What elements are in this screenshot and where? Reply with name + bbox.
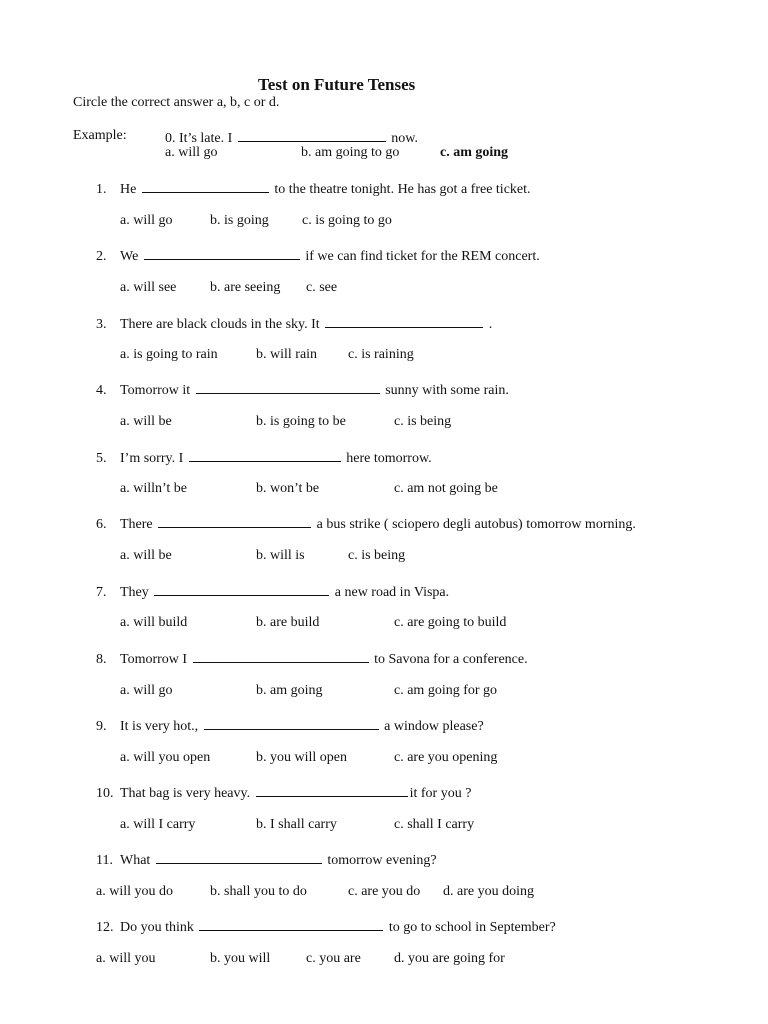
answer-blank[interactable] — [154, 583, 329, 596]
option-c[interactable]: c. are going to build — [394, 615, 507, 630]
question-number: 10. — [96, 786, 114, 801]
question-number: 8. — [96, 652, 107, 667]
question-before: He — [120, 182, 137, 197]
question-6 — [96, 515, 636, 532]
option-a[interactable]: a. is going to rain — [120, 347, 218, 362]
option-c[interactable]: c. is going to go — [302, 213, 392, 228]
option-a[interactable]: a. will I carry — [120, 817, 196, 832]
question-after: to Savona for a conference. — [374, 652, 528, 667]
instruction-text: Circle the correct answer a, b, c or d. — [73, 95, 280, 110]
example-option-b: b. am going to go — [301, 145, 400, 160]
question-before: There are black clouds in the sky. It — [120, 317, 320, 332]
question-number: 3. — [96, 317, 107, 332]
question-number: 9. — [96, 719, 107, 734]
question-4 — [96, 381, 509, 398]
option-b[interactable]: b. are build — [256, 615, 320, 630]
answer-blank[interactable] — [193, 650, 369, 663]
example-blank[interactable] — [238, 129, 386, 142]
option-d[interactable]: d. you are going for — [394, 951, 505, 966]
answer-blank[interactable] — [204, 717, 379, 730]
option-c[interactable]: c. you are — [306, 951, 361, 966]
option-a[interactable]: a. will go — [120, 213, 173, 228]
question-after: a window please? — [384, 719, 484, 734]
option-a[interactable]: a. will build — [120, 615, 188, 630]
question-after: to go to school in September? — [388, 920, 556, 935]
option-b[interactable]: b. you will — [210, 951, 271, 966]
question-5 — [96, 449, 432, 466]
question-number: 5. — [96, 451, 107, 466]
option-a[interactable]: a. will you do — [96, 884, 173, 899]
question-number: 7. — [96, 585, 107, 600]
option-b[interactable]: b. shall you to do — [210, 884, 307, 899]
page-title: Test on Future Tenses — [258, 75, 416, 94]
example-before: It’s late. I — [179, 131, 233, 146]
option-b[interactable]: b. am going — [256, 683, 323, 698]
question-1 — [96, 180, 531, 197]
answer-blank[interactable] — [325, 315, 483, 328]
question-before: They — [120, 585, 149, 600]
question-before: Tomorrow it — [120, 383, 191, 398]
answer-blank[interactable] — [142, 180, 269, 193]
question-before: What — [120, 853, 151, 868]
answer-blank[interactable] — [189, 449, 341, 462]
option-a[interactable]: a. will go — [120, 683, 173, 698]
answer-blank[interactable] — [156, 851, 322, 864]
question-before: Tomorrow I — [120, 652, 188, 667]
option-b[interactable]: b. is going — [210, 213, 269, 228]
option-c[interactable]: c. shall I carry — [394, 817, 475, 832]
question-12 — [96, 918, 556, 935]
question-after: it for you ? — [409, 786, 472, 801]
option-c[interactable]: c. are you opening — [394, 750, 498, 765]
example-label: Example: — [73, 128, 127, 143]
question-after: a new road in Vispa. — [334, 585, 450, 600]
question-9 — [96, 717, 484, 734]
question-3 — [96, 315, 492, 332]
answer-blank[interactable] — [199, 918, 383, 931]
option-c[interactable]: c. am not going be — [394, 481, 498, 496]
answer-blank[interactable] — [196, 381, 380, 394]
option-b[interactable]: b. you will open — [256, 750, 347, 765]
example-option-c: c. am going — [440, 145, 509, 160]
example-after: now. — [391, 131, 418, 146]
option-b[interactable]: b. are seeing — [210, 280, 281, 295]
option-b[interactable]: b. won’t be — [256, 481, 320, 496]
question-after: if we can find ticket for the REM concert. — [305, 249, 540, 264]
option-c[interactable]: c. are you do — [348, 884, 421, 899]
option-b[interactable]: b. will is — [256, 548, 305, 563]
question-after: sunny with some rain. — [385, 383, 509, 398]
question-number: 1. — [96, 182, 107, 197]
question-after: . — [488, 317, 493, 332]
option-c[interactable]: c. am going for go — [394, 683, 498, 698]
option-b[interactable]: b. I shall carry — [256, 817, 337, 832]
question-before: Do you think — [120, 920, 194, 935]
option-a[interactable]: a. will be — [120, 548, 172, 563]
option-b[interactable]: b. will rain — [256, 347, 318, 362]
answer-blank[interactable] — [256, 784, 408, 797]
question-2 — [96, 247, 540, 264]
option-a[interactable]: a. willn’t be — [120, 481, 188, 496]
question-after: tomorrow evening? — [327, 853, 437, 868]
question-before: It is very hot., — [120, 719, 199, 734]
question-after: here tomorrow. — [346, 451, 432, 466]
question-before: That bag is very heavy. — [120, 786, 251, 801]
example-question — [165, 129, 418, 146]
question-before: There — [120, 517, 153, 532]
option-c[interactable]: c. see — [306, 280, 338, 295]
option-a[interactable]: a. will be — [120, 414, 172, 429]
question-before: We — [120, 249, 139, 264]
question-10 — [96, 784, 471, 801]
option-a[interactable]: a. will you — [96, 951, 156, 966]
question-number: 2. — [96, 249, 107, 264]
answer-blank[interactable] — [158, 515, 311, 528]
option-a[interactable]: a. will you open — [120, 750, 211, 765]
example-number: 0. — [165, 131, 176, 146]
question-7 — [96, 583, 449, 600]
option-d[interactable]: d. are you doing — [443, 884, 534, 899]
option-c[interactable]: c. is being — [394, 414, 452, 429]
question-8 — [96, 650, 528, 667]
question-after: to the theatre tonight. He has got a free ticket. — [274, 182, 531, 197]
answer-blank[interactable] — [144, 247, 300, 260]
option-c[interactable]: c. is raining — [348, 347, 414, 362]
question-number: 6. — [96, 517, 107, 532]
question-number: 4. — [96, 383, 107, 398]
option-a[interactable]: a. will see — [120, 280, 177, 295]
question-number: 12. — [96, 920, 114, 935]
question-11 — [96, 851, 437, 868]
question-number: 11. — [96, 853, 113, 868]
question-after: a bus strike ( sciopero degli autobus) tomorrow morning. — [316, 517, 636, 532]
example-option-a: a. will go — [165, 145, 218, 160]
option-c[interactable]: c. is being — [348, 548, 406, 563]
question-before: I’m sorry. I — [120, 451, 184, 466]
option-b[interactable]: b. is going to be — [256, 414, 346, 429]
